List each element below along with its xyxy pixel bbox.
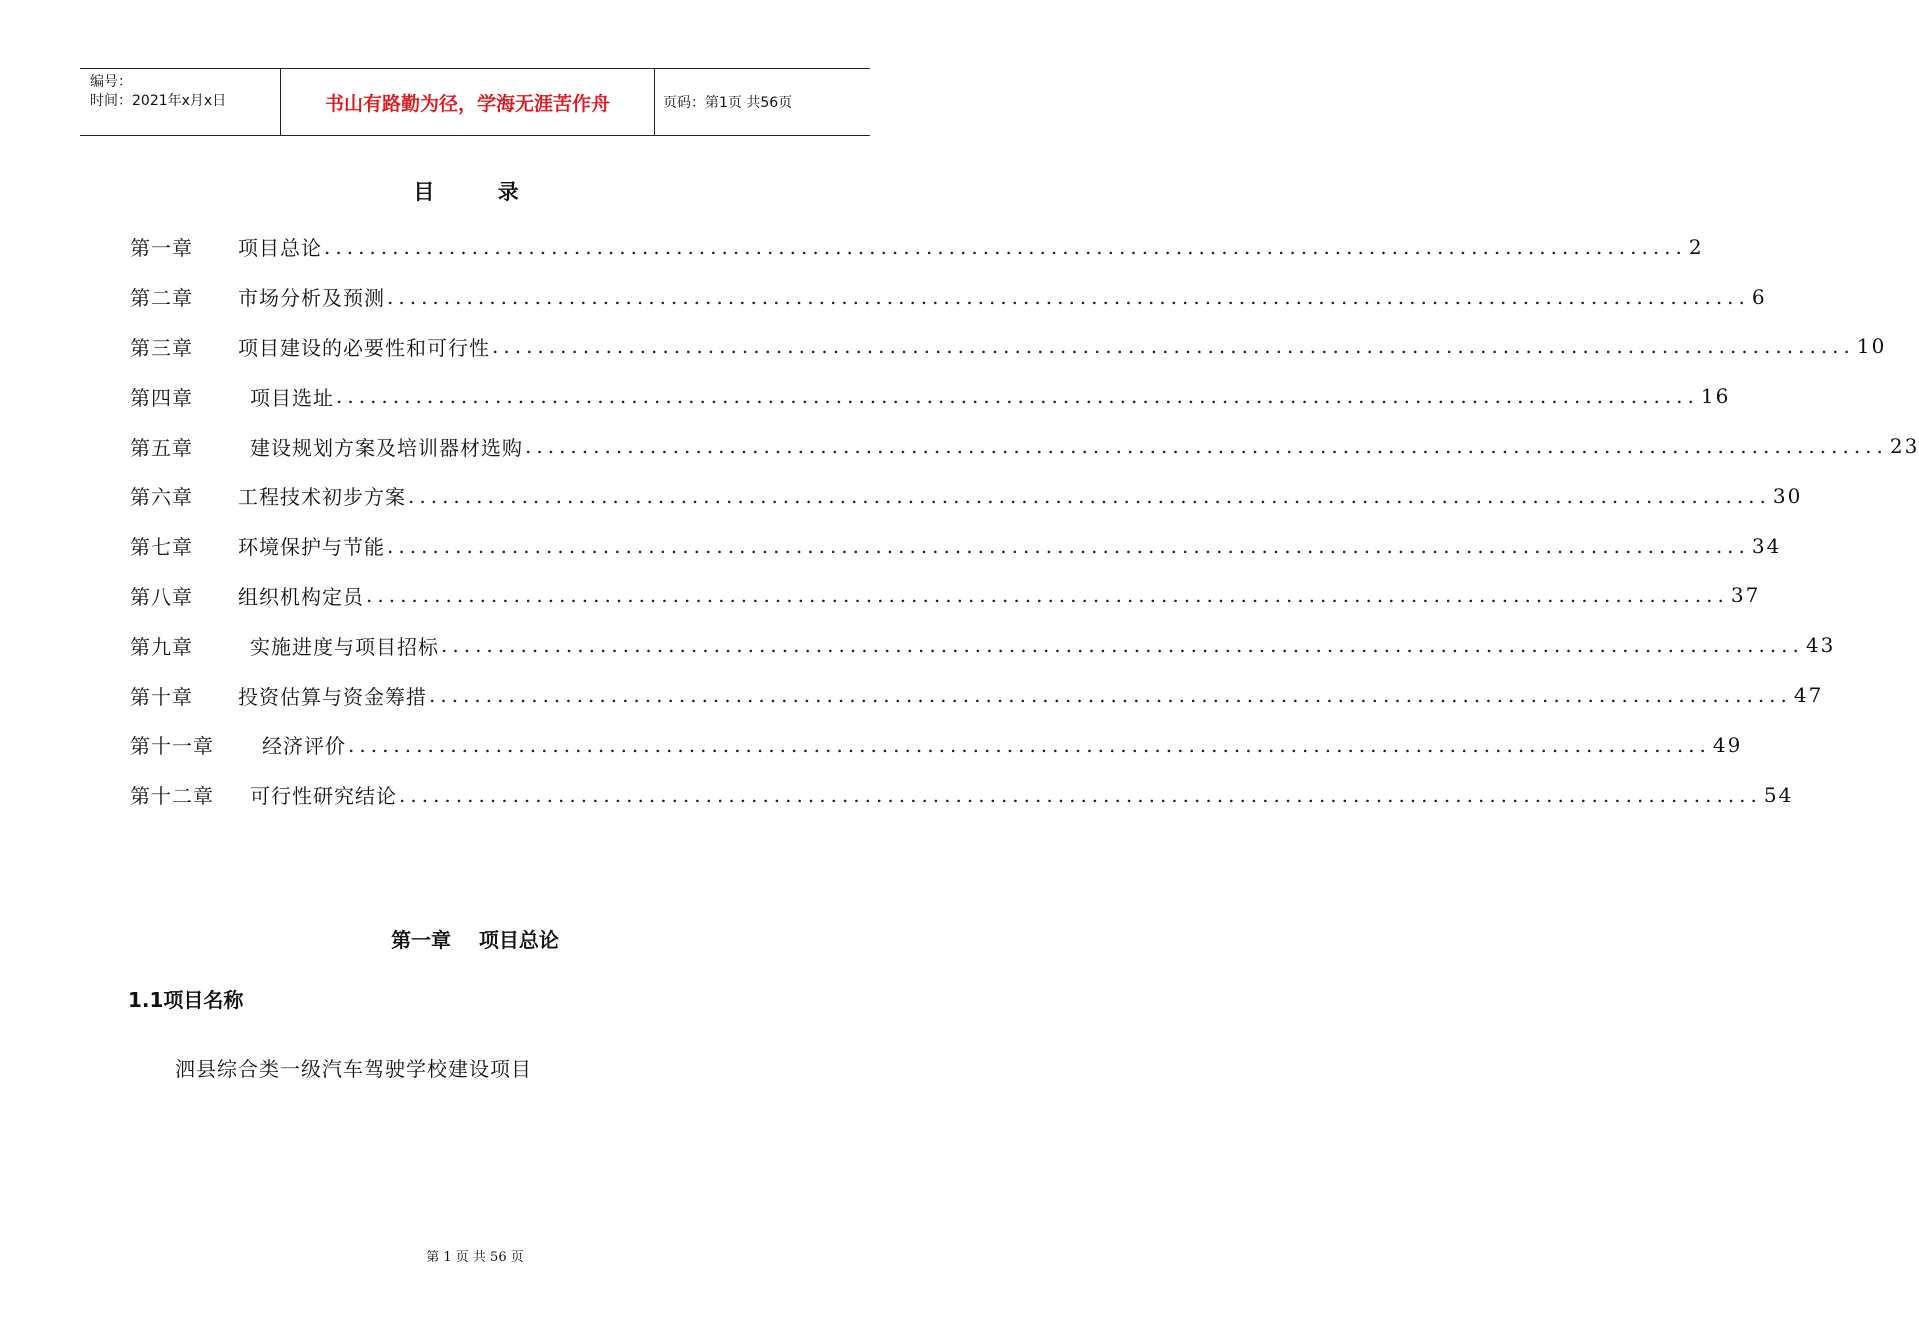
toc-leader-dots: ........................................................................................................................ xyxy=(336,384,1699,409)
toc-page-number: 34 xyxy=(1751,533,1782,558)
toc-title: 目 录 xyxy=(413,180,547,204)
time-label: 时间：2021年x月x日 xyxy=(90,93,227,109)
motto-text: 书山有路勤为径，学海无涯苦作舟 xyxy=(324,92,610,115)
toc-page-number: 6 xyxy=(1751,284,1767,309)
toc-entry[interactable] xyxy=(130,521,1782,571)
toc-chapter-number: 第十章 xyxy=(130,684,193,709)
toc-page-number: 54 xyxy=(1763,782,1794,807)
code-label: 编号： xyxy=(90,74,132,90)
page-footer: 第 1 页 共 56 页 xyxy=(426,1250,524,1265)
toc-entry[interactable] xyxy=(130,670,1824,720)
page-info: 页码：第1页 共56页 xyxy=(663,95,793,111)
toc-chapter-number: 第一章 xyxy=(130,236,193,261)
toc-chapter-title: 工程技术初步方案 xyxy=(238,485,406,510)
toc-page-number: 10 xyxy=(1856,334,1887,359)
toc-page-number: 23 xyxy=(1889,434,1919,459)
toc-list xyxy=(130,222,1919,820)
document-header xyxy=(80,68,870,136)
header-motto-cell xyxy=(280,69,655,135)
toc-chapter-title: 项目建设的必要性和可行性 xyxy=(238,335,490,360)
section-heading: 1.1项目名称 xyxy=(128,988,244,1012)
toc-chapter-title: 投资估算与资金筹措 xyxy=(238,684,427,709)
toc-leader-dots: ........................................................................................................................ xyxy=(408,483,1771,508)
toc-chapter-title: 项目选址 xyxy=(250,385,334,410)
toc-chapter-number: 第十二章 xyxy=(130,784,214,809)
project-name-paragraph: 泗县综合类一级汽车驾驶学校建设项目 xyxy=(175,1057,532,1081)
toc-entry[interactable] xyxy=(130,222,1704,272)
toc-leader-dots: ........................................................................................................................ xyxy=(492,334,1855,359)
toc-chapter-number: 第七章 xyxy=(130,535,193,560)
toc-chapter-title: 经济评价 xyxy=(262,734,346,759)
header-meta-cell xyxy=(80,69,280,135)
toc-entry[interactable] xyxy=(130,620,1836,670)
toc-leader-dots: ........................................................................................................................ xyxy=(441,633,1804,658)
toc-entry[interactable] xyxy=(130,471,1803,521)
toc-chapter-title: 实施进度与项目招标 xyxy=(250,634,439,659)
toc-leader-dots: ........................................................................................................................ xyxy=(387,533,1750,558)
toc-leader-dots: ........................................................................................................................ xyxy=(324,234,1687,259)
toc-chapter-title: 项目总论 xyxy=(238,236,322,261)
toc-chapter-number: 第三章 xyxy=(130,335,193,360)
chapter-heading: 第一章 项目总论 xyxy=(391,928,559,952)
toc-entry[interactable] xyxy=(130,272,1767,322)
toc-chapter-number: 第九章 xyxy=(130,634,193,659)
toc-chapter-title: 市场分析及预测 xyxy=(238,286,385,311)
toc-page-number: 16 xyxy=(1700,384,1731,409)
toc-chapter-number: 第五章 xyxy=(130,435,193,460)
toc-page-number: 43 xyxy=(1805,633,1836,658)
toc-entry[interactable] xyxy=(130,322,1887,372)
toc-page-number: 37 xyxy=(1730,583,1761,608)
header-page-cell xyxy=(653,69,870,135)
toc-chapter-title: 建设规划方案及培训器材选购 xyxy=(250,435,523,460)
toc-chapter-title: 组织机构定员 xyxy=(238,584,364,609)
toc-entry[interactable] xyxy=(130,421,1919,471)
toc-entry[interactable] xyxy=(130,371,1731,421)
toc-page-number: 30 xyxy=(1772,483,1803,508)
toc-chapter-title: 可行性研究结论 xyxy=(250,784,397,809)
toc-page-number: 2 xyxy=(1688,234,1704,259)
toc-chapter-number: 第四章 xyxy=(130,385,193,410)
toc-entry[interactable] xyxy=(130,571,1761,621)
toc-entry[interactable] xyxy=(130,770,1794,820)
toc-page-number: 47 xyxy=(1793,683,1824,708)
toc-leader-dots: ........................................................................................................................ xyxy=(366,583,1729,608)
toc-chapter-number: 第八章 xyxy=(130,584,193,609)
toc-leader-dots: ........................................................................................................................ xyxy=(525,434,1888,459)
toc-chapter-number: 第二章 xyxy=(130,286,193,311)
toc-chapter-number: 第十一章 xyxy=(130,734,214,759)
toc-leader-dots: ........................................................................................................................ xyxy=(399,782,1762,807)
toc-entry[interactable] xyxy=(130,720,1743,770)
toc-leader-dots: ........................................................................................................................ xyxy=(348,732,1711,757)
toc-leader-dots: ........................................................................................................................ xyxy=(387,284,1750,309)
toc-leader-dots: ........................................................................................................................ xyxy=(429,683,1792,708)
toc-page-number: 49 xyxy=(1712,732,1743,757)
toc-chapter-title: 环境保护与节能 xyxy=(238,535,385,560)
toc-chapter-number: 第六章 xyxy=(130,485,193,510)
